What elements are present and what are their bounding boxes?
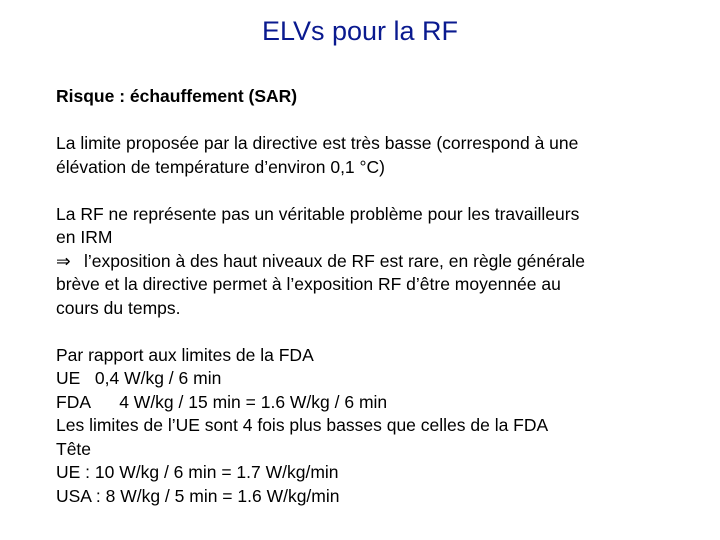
implication-line: [56, 250, 676, 274]
subtitle: Risque : échauffement (SAR): [56, 86, 298, 106]
implies-arrow-icon: ⇒: [56, 250, 71, 271]
paragraph-line: Tête: [56, 438, 92, 459]
paragraph-line: brève et la directive permet à l’exposition RF d’être moyennée au: [56, 274, 561, 294]
spacer: [56, 109, 676, 133]
paragraph-line: FDA 4 W/kg / 15 min = 1.6 W/kg / 6 min: [56, 391, 388, 412]
paragraph-line: UE : 10 W/kg / 6 min = 1.7 W/kg/min: [56, 462, 339, 482]
spacer: [56, 320, 676, 344]
slide-title: ELVs pour la RF: [261, 16, 459, 46]
implication-text: l’exposition à des haut niveaux de RF est rare, en règle générale: [84, 250, 585, 271]
paragraph-line: cours du temps.: [56, 297, 181, 318]
paragraph-line: La RF ne représente pas un véritable problème pour les travailleurs: [56, 203, 580, 224]
paragraph-line: USA : 8 W/kg / 5 min = 1.6 W/kg/min: [56, 485, 340, 506]
paragraph-line: en IRM: [56, 227, 113, 247]
spacer: [56, 179, 676, 203]
paragraph-line: Les limites de l’UE sont 4 fois plus basses que celles de la FDA: [56, 415, 549, 435]
paragraph-line: La limite proposée par la directive est très basse (correspond à une: [56, 133, 579, 153]
paragraph-line: élévation de température d’environ 0,1 °C): [56, 156, 385, 177]
paragraph-line: UE 0,4 W/kg / 6 min: [56, 368, 222, 388]
paragraph-line: Par rapport aux limites de la FDA: [56, 344, 314, 365]
slide-body: [56, 85, 676, 508]
